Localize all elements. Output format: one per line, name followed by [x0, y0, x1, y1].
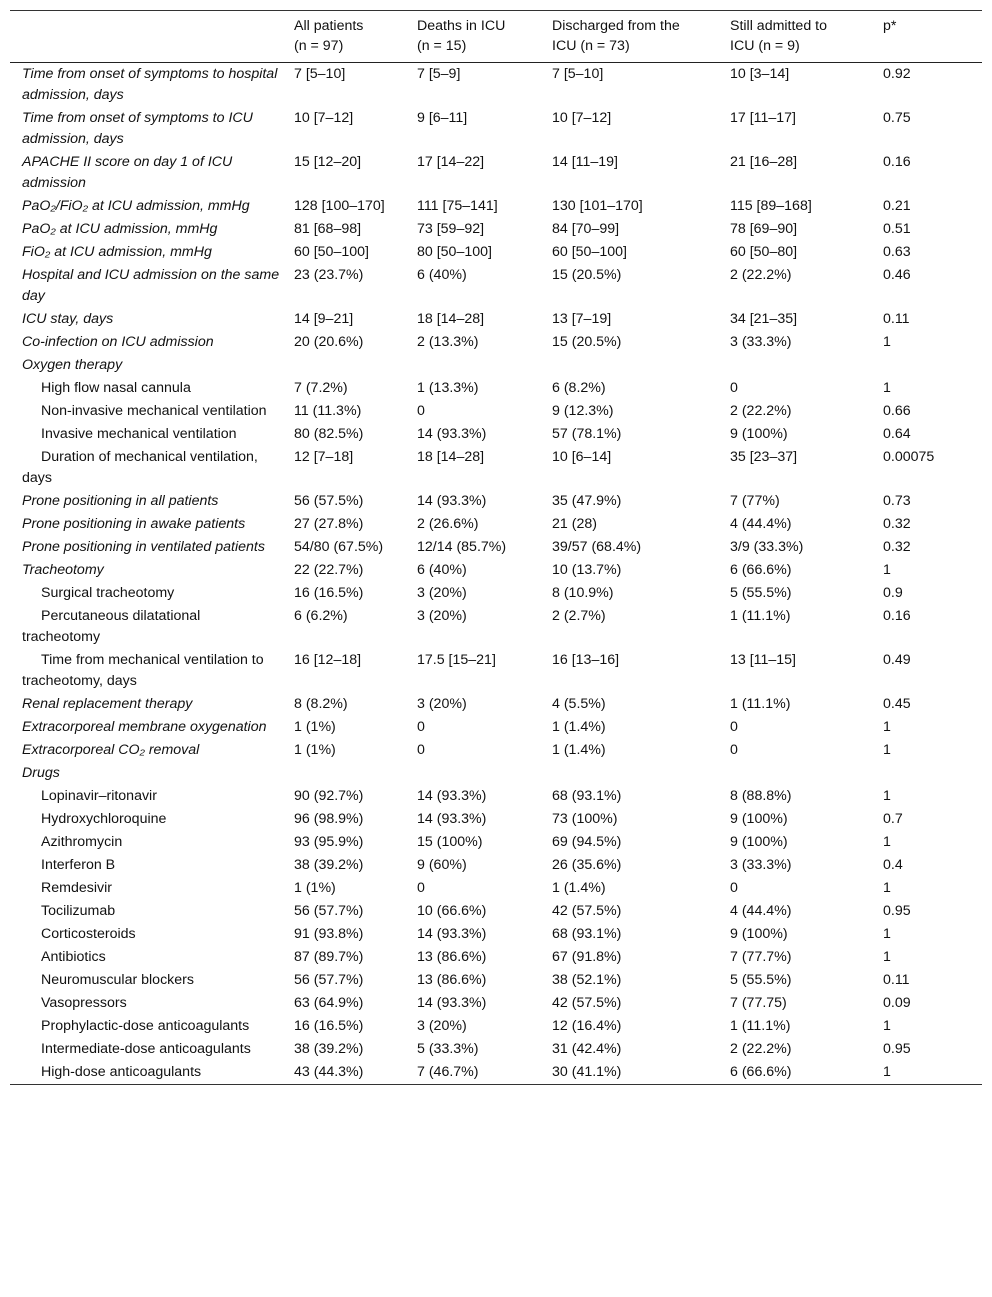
value-p: 1	[883, 834, 891, 850]
value-p: 0.92	[883, 66, 911, 82]
value-discharged: 38 (52.1%)	[552, 972, 622, 988]
value-p: 1	[883, 742, 891, 758]
value-discharged: 15 (20.5%)	[552, 267, 622, 283]
table-row	[10, 946, 982, 969]
value-still-admitted: 7 (77%)	[730, 493, 780, 509]
value-all-patients: 1 (1%)	[294, 719, 336, 735]
row-label: High flow nasal cannula	[41, 380, 191, 396]
value-deaths: 6 (40%)	[417, 267, 467, 283]
value-all-patients	[288, 762, 411, 785]
value-discharged: 84 [70–99]	[552, 221, 620, 237]
value-deaths: 111 [75–141]	[417, 198, 498, 214]
table-row	[10, 536, 982, 559]
value-p: 0.46	[883, 267, 911, 283]
value-discharged: 21 (28)	[552, 516, 597, 532]
value-all-patients: 23 (23.7%)	[294, 267, 364, 283]
value-discharged	[546, 354, 724, 377]
value-all-patients: 128 [100–170]	[294, 198, 385, 214]
table-row	[10, 400, 982, 423]
value-p: 0.09	[883, 995, 911, 1011]
row-label: Extracorporeal CO₂ removal	[22, 742, 200, 758]
value-deaths: 10 (66.6%)	[417, 903, 487, 919]
value-p: 1	[883, 880, 891, 896]
value-still-admitted: 1 (11.1%)	[730, 608, 791, 624]
value-p: 1	[883, 380, 891, 396]
row-label: Vasopressors	[41, 995, 127, 1011]
row-label: Azithromycin	[41, 834, 123, 850]
table-row	[10, 739, 982, 762]
row-label: Co-infection on ICU admission	[22, 334, 214, 350]
value-deaths: 14 (93.3%)	[417, 426, 487, 442]
row-label: Remdesivir	[41, 880, 112, 896]
value-p: 0.11	[883, 311, 910, 327]
value-still-admitted: 78 [69–90]	[730, 221, 798, 237]
value-deaths: 7 [5–9]	[417, 66, 461, 82]
value-still-admitted: 2 (22.2%)	[730, 267, 792, 283]
value-p: 0.63	[883, 244, 911, 260]
value-all-patients: 15 [12–20]	[294, 154, 362, 170]
table-row	[10, 490, 982, 513]
value-still-admitted: 17 [11–17]	[730, 110, 797, 126]
row-label: Hospital and ICU admission on the same day	[22, 267, 280, 304]
header-discharged-line1: Discharged from the	[552, 18, 680, 34]
value-still-admitted: 6 (66.6%)	[730, 562, 792, 578]
header-all-patients-line1: All patients	[294, 18, 364, 34]
value-all-patients: 1 (1%)	[294, 880, 336, 896]
value-discharged: 42 (57.5%)	[552, 995, 622, 1011]
table-row	[10, 693, 982, 716]
value-all-patients: 16 (16.5%)	[294, 585, 364, 601]
value-p: 0.21	[883, 198, 911, 214]
row-label: Time from onset of symptoms to hospital admission, days	[22, 66, 278, 103]
value-p: 0.16	[883, 154, 911, 170]
table-row	[10, 900, 982, 923]
row-label: Time from onset of symptoms to ICU admission, days	[22, 110, 253, 147]
value-discharged: 4 (5.5%)	[552, 696, 606, 712]
table-row	[10, 151, 982, 195]
value-all-patients: 8 (8.2%)	[294, 696, 348, 712]
table-row	[10, 877, 982, 900]
value-p: 0.16	[883, 608, 911, 624]
table-row	[10, 649, 982, 693]
header-discharged	[546, 11, 724, 63]
header-deaths-line2: (n = 15)	[417, 38, 467, 54]
table-row	[10, 854, 982, 877]
header-still-admitted	[724, 11, 877, 63]
value-discharged: 67 (91.8%)	[552, 949, 622, 965]
value-discharged: 39/57 (68.4%)	[552, 539, 642, 555]
value-discharged: 13 [7–19]	[552, 311, 612, 327]
value-still-admitted: 0	[730, 742, 738, 758]
value-deaths: 14 (93.3%)	[417, 926, 487, 942]
value-p: 0.95	[883, 903, 911, 919]
row-label: Intermediate-dose anticoagulants	[41, 1041, 251, 1057]
value-deaths: 73 [59–92]	[417, 221, 485, 237]
value-still-admitted: 35 [23–37]	[730, 449, 798, 465]
table-row	[10, 354, 982, 377]
value-deaths: 17 [14–22]	[417, 154, 485, 170]
value-all-patients: 81 [68–98]	[294, 221, 362, 237]
value-deaths: 3 (20%)	[417, 696, 467, 712]
table-row	[10, 969, 982, 992]
table-row	[10, 513, 982, 536]
value-still-admitted: 7 (77.75)	[730, 995, 787, 1011]
value-deaths: 13 (86.6%)	[417, 972, 487, 988]
value-deaths: 3 (20%)	[417, 1018, 467, 1034]
value-deaths: 9 [6–11]	[417, 110, 468, 126]
row-label: Prone positioning in ventilated patients	[22, 539, 265, 555]
table-header	[10, 11, 982, 63]
value-deaths: 6 (40%)	[417, 562, 467, 578]
table-row	[10, 446, 982, 490]
table-row	[10, 831, 982, 854]
row-label: Surgical tracheotomy	[41, 585, 175, 601]
row-label: Hydroxychloroquine	[41, 811, 167, 827]
value-discharged: 10 (13.7%)	[552, 562, 622, 578]
row-label: Drugs	[22, 765, 60, 781]
header-still-admitted-line2: ICU (n = 9)	[730, 38, 800, 54]
row-label: APACHE II score on day 1 of ICU admission	[22, 154, 233, 191]
value-p: 0.64	[883, 426, 911, 442]
value-still-admitted: 8 (88.8%)	[730, 788, 792, 804]
value-deaths: 18 [14–28]	[417, 449, 485, 465]
value-p: 0.32	[883, 516, 911, 532]
value-still-admitted: 13 [11–15]	[730, 652, 797, 668]
value-p: 0.7	[883, 811, 903, 827]
row-label: Time from mechanical ventilation to tracheotomy, days	[22, 652, 264, 689]
value-discharged: 8 (10.9%)	[552, 585, 614, 601]
row-label: High-dose anticoagulants	[41, 1064, 202, 1080]
value-all-patients: 87 (89.7%)	[294, 949, 364, 965]
value-deaths: 0	[417, 742, 425, 758]
row-label: Tracheotomy	[22, 562, 104, 578]
row-label: PaO₂/FiO₂ at ICU admission, mmHg	[22, 198, 250, 214]
value-discharged: 7 [5–10]	[552, 66, 604, 82]
value-all-patients: 38 (39.2%)	[294, 1041, 364, 1057]
value-discharged: 73 (100%)	[552, 811, 618, 827]
value-p: 1	[883, 788, 891, 804]
value-still-admitted: 5 (55.5%)	[730, 972, 792, 988]
row-label: ICU stay, days	[22, 311, 114, 327]
value-all-patients: 27 (27.8%)	[294, 516, 364, 532]
row-label: Duration of mechanical ventilation, days	[22, 449, 258, 486]
value-still-admitted: 34 [21–35]	[730, 311, 798, 327]
value-discharged: 26 (35.6%)	[552, 857, 622, 873]
value-all-patients: 56 (57.5%)	[294, 493, 364, 509]
table-row	[10, 559, 982, 582]
header-p-value: p*	[883, 18, 897, 34]
value-deaths: 0	[417, 403, 425, 419]
value-discharged: 130 [101–170]	[552, 198, 643, 214]
value-still-admitted: 0	[730, 880, 738, 896]
row-label: Neuromuscular blockers	[41, 972, 194, 988]
value-still-admitted	[724, 762, 877, 785]
value-p	[877, 762, 982, 785]
value-p: 1	[883, 949, 891, 965]
table-row	[10, 1061, 982, 1085]
value-deaths: 2 (13.3%)	[417, 334, 479, 350]
value-still-admitted: 60 [50–80]	[730, 244, 798, 260]
table-row	[10, 264, 982, 308]
value-all-patients: 91 (93.8%)	[294, 926, 364, 942]
value-deaths: 15 (100%)	[417, 834, 483, 850]
table-row	[10, 992, 982, 1015]
value-all-patients: 56 (57.7%)	[294, 903, 364, 919]
row-label: Lopinavir–ritonavir	[41, 788, 157, 804]
value-deaths: 7 (46.7%)	[417, 1064, 479, 1080]
value-deaths: 18 [14–28]	[417, 311, 485, 327]
value-all-patients: 43 (44.3%)	[294, 1064, 364, 1080]
value-p: 0.4	[883, 857, 903, 873]
value-p: 0.9	[883, 585, 903, 601]
row-label: FiO₂ at ICU admission, mmHg	[22, 244, 212, 260]
value-discharged: 16 [13–16]	[552, 652, 620, 668]
value-p: 0.11	[883, 972, 910, 988]
table-body	[10, 63, 982, 1085]
value-discharged: 60 [50–100]	[552, 244, 627, 260]
value-still-admitted: 9 (100%)	[730, 811, 788, 827]
value-all-patients: 20 (20.6%)	[294, 334, 364, 350]
value-still-admitted	[724, 354, 877, 377]
header-discharged-line2: ICU (n = 73)	[552, 38, 630, 54]
value-p: 0.51	[883, 221, 911, 237]
value-p: 0.32	[883, 539, 911, 555]
row-label: Tocilizumab	[41, 903, 116, 919]
value-still-admitted: 2 (22.2%)	[730, 1041, 792, 1057]
table-row	[10, 1015, 982, 1038]
table-row	[10, 241, 982, 264]
value-deaths: 3 (20%)	[417, 608, 467, 624]
row-label: Corticosteroids	[41, 926, 136, 942]
value-p: 0.00075	[883, 449, 935, 465]
value-all-patients: 14 [9–21]	[294, 311, 354, 327]
value-p: 1	[883, 1064, 891, 1080]
value-still-admitted: 3 (33.3%)	[730, 334, 792, 350]
row-label: Percutaneous dilatational tracheotomy	[22, 608, 201, 645]
table-row	[10, 923, 982, 946]
value-still-admitted: 4 (44.4%)	[730, 903, 792, 919]
value-still-admitted: 5 (55.5%)	[730, 585, 792, 601]
row-label: Non-invasive mechanical ventilation	[41, 403, 267, 419]
value-discharged: 30 (41.1%)	[552, 1064, 622, 1080]
value-discharged: 31 (42.4%)	[552, 1041, 622, 1057]
value-all-patients: 38 (39.2%)	[294, 857, 364, 873]
value-discharged: 1 (1.4%)	[552, 742, 606, 758]
header-still-admitted-line1: Still admitted to	[730, 18, 827, 34]
value-p: 0.45	[883, 696, 911, 712]
value-discharged: 9 (12.3%)	[552, 403, 614, 419]
table-row	[10, 308, 982, 331]
value-discharged: 42 (57.5%)	[552, 903, 622, 919]
value-all-patients: 90 (92.7%)	[294, 788, 364, 804]
value-still-admitted: 7 (77.7%)	[730, 949, 792, 965]
value-discharged: 68 (93.1%)	[552, 788, 622, 804]
value-discharged: 1 (1.4%)	[552, 880, 606, 896]
row-label: Antibiotics	[41, 949, 106, 965]
value-discharged: 10 [6–14]	[552, 449, 612, 465]
row-label: Interferon B	[41, 857, 116, 873]
value-deaths: 14 (93.3%)	[417, 995, 487, 1011]
table-row	[10, 716, 982, 739]
value-all-patients: 1 (1%)	[294, 742, 336, 758]
value-deaths: 1 (13.3%)	[417, 380, 479, 396]
value-all-patients: 60 [50–100]	[294, 244, 369, 260]
value-deaths	[411, 762, 546, 785]
header-all-patients	[288, 11, 411, 63]
value-discharged: 57 (78.1%)	[552, 426, 622, 442]
value-p: 0.75	[883, 110, 911, 126]
value-discharged: 6 (8.2%)	[552, 380, 606, 396]
header-deaths-line1: Deaths in ICU	[417, 18, 506, 34]
value-all-patients: 6 (6.2%)	[294, 608, 348, 624]
row-label: Extracorporeal membrane oxygenation	[22, 719, 267, 735]
value-p: 0.66	[883, 403, 911, 419]
table-row	[10, 107, 982, 151]
value-still-admitted: 1 (11.1%)	[730, 696, 791, 712]
table-row	[10, 762, 982, 785]
value-all-patients: 56 (57.7%)	[294, 972, 364, 988]
value-all-patients: 7 [5–10]	[294, 66, 346, 82]
value-still-admitted: 9 (100%)	[730, 426, 788, 442]
value-still-admitted: 21 [16–28]	[730, 154, 798, 170]
value-discharged: 12 (16.4%)	[552, 1018, 622, 1034]
value-deaths: 0	[417, 719, 425, 735]
value-deaths: 14 (93.3%)	[417, 493, 487, 509]
value-still-admitted: 4 (44.4%)	[730, 516, 792, 532]
value-all-patients: 22 (22.7%)	[294, 562, 364, 578]
value-discharged: 2 (2.7%)	[552, 608, 606, 624]
value-deaths: 5 (33.3%)	[417, 1041, 479, 1057]
table-row	[10, 1038, 982, 1061]
value-deaths: 80 [50–100]	[417, 244, 492, 260]
value-still-admitted: 9 (100%)	[730, 926, 788, 942]
value-all-patients: 16 (16.5%)	[294, 1018, 364, 1034]
value-all-patients: 7 (7.2%)	[294, 380, 348, 396]
value-deaths: 2 (26.6%)	[417, 516, 479, 532]
table-row	[10, 331, 982, 354]
value-all-patients	[288, 354, 411, 377]
value-deaths: 17.5 [15–21]	[417, 652, 496, 668]
table-row	[10, 423, 982, 446]
value-deaths: 14 (93.3%)	[417, 788, 487, 804]
value-deaths: 0	[417, 880, 425, 896]
value-all-patients: 10 [7–12]	[294, 110, 354, 126]
value-discharged: 69 (94.5%)	[552, 834, 622, 850]
value-all-patients: 11 (11.3%)	[294, 403, 362, 419]
table-row	[10, 605, 982, 649]
row-label: Prophylactic-dose anticoagulants	[41, 1018, 250, 1034]
row-label: Prone positioning in awake patients	[22, 516, 246, 532]
value-deaths: 12/14 (85.7%)	[417, 539, 507, 555]
value-deaths	[411, 354, 546, 377]
value-p: 1	[883, 1018, 891, 1034]
header-variable	[10, 11, 288, 63]
value-discharged: 35 (47.9%)	[552, 493, 622, 509]
value-still-admitted: 0	[730, 719, 738, 735]
value-deaths: 3 (20%)	[417, 585, 467, 601]
table-row	[10, 808, 982, 831]
row-label: Invasive mechanical ventilation	[41, 426, 237, 442]
value-p: 1	[883, 926, 891, 942]
value-deaths: 13 (86.6%)	[417, 949, 487, 965]
value-still-admitted: 9 (100%)	[730, 834, 788, 850]
value-discharged: 15 (20.5%)	[552, 334, 622, 350]
value-discharged: 10 [7–12]	[552, 110, 612, 126]
value-deaths: 9 (60%)	[417, 857, 467, 873]
value-p: 0.95	[883, 1041, 911, 1057]
value-discharged: 68 (93.1%)	[552, 926, 622, 942]
value-p: 1	[883, 562, 891, 578]
value-p: 0.73	[883, 493, 911, 509]
icu-outcomes-table	[10, 10, 982, 1085]
value-p: 1	[883, 334, 891, 350]
value-still-admitted: 2 (22.2%)	[730, 403, 792, 419]
table-row	[10, 63, 982, 108]
value-still-admitted: 1 (11.1%)	[730, 1018, 791, 1034]
value-p: 1	[883, 719, 891, 735]
value-still-admitted: 10 [3–14]	[730, 66, 790, 82]
value-p	[877, 354, 982, 377]
row-label: Renal replacement therapy	[22, 696, 193, 712]
value-still-admitted: 3/9 (33.3%)	[730, 539, 804, 555]
row-label: PaO₂ at ICU admission, mmHg	[22, 221, 218, 237]
header-all-patients-line2: (n = 97)	[294, 38, 344, 54]
value-deaths: 14 (93.3%)	[417, 811, 487, 827]
value-all-patients: 12 [7–18]	[294, 449, 354, 465]
value-all-patients: 54/80 (67.5%)	[294, 539, 384, 555]
header-deaths	[411, 11, 546, 63]
row-label: Oxygen therapy	[22, 357, 123, 373]
table-row	[10, 785, 982, 808]
value-all-patients: 96 (98.9%)	[294, 811, 364, 827]
value-still-admitted: 0	[730, 380, 738, 396]
value-discharged: 1 (1.4%)	[552, 719, 606, 735]
table-row	[10, 218, 982, 241]
value-discharged: 14 [11–19]	[552, 154, 619, 170]
table-row	[10, 377, 982, 400]
value-all-patients: 80 (82.5%)	[294, 426, 364, 442]
value-still-admitted: 6 (66.6%)	[730, 1064, 792, 1080]
table-row	[10, 195, 982, 218]
row-label: Prone positioning in all patients	[22, 493, 219, 509]
value-all-patients: 63 (64.9%)	[294, 995, 364, 1011]
table-row	[10, 582, 982, 605]
header-row	[10, 11, 982, 63]
value-still-admitted: 115 [89–168]	[730, 198, 812, 214]
value-p: 0.49	[883, 652, 911, 668]
value-still-admitted: 3 (33.3%)	[730, 857, 792, 873]
value-all-patients: 93 (95.9%)	[294, 834, 364, 850]
value-all-patients: 16 [12–18]	[294, 652, 362, 668]
value-discharged	[546, 762, 724, 785]
